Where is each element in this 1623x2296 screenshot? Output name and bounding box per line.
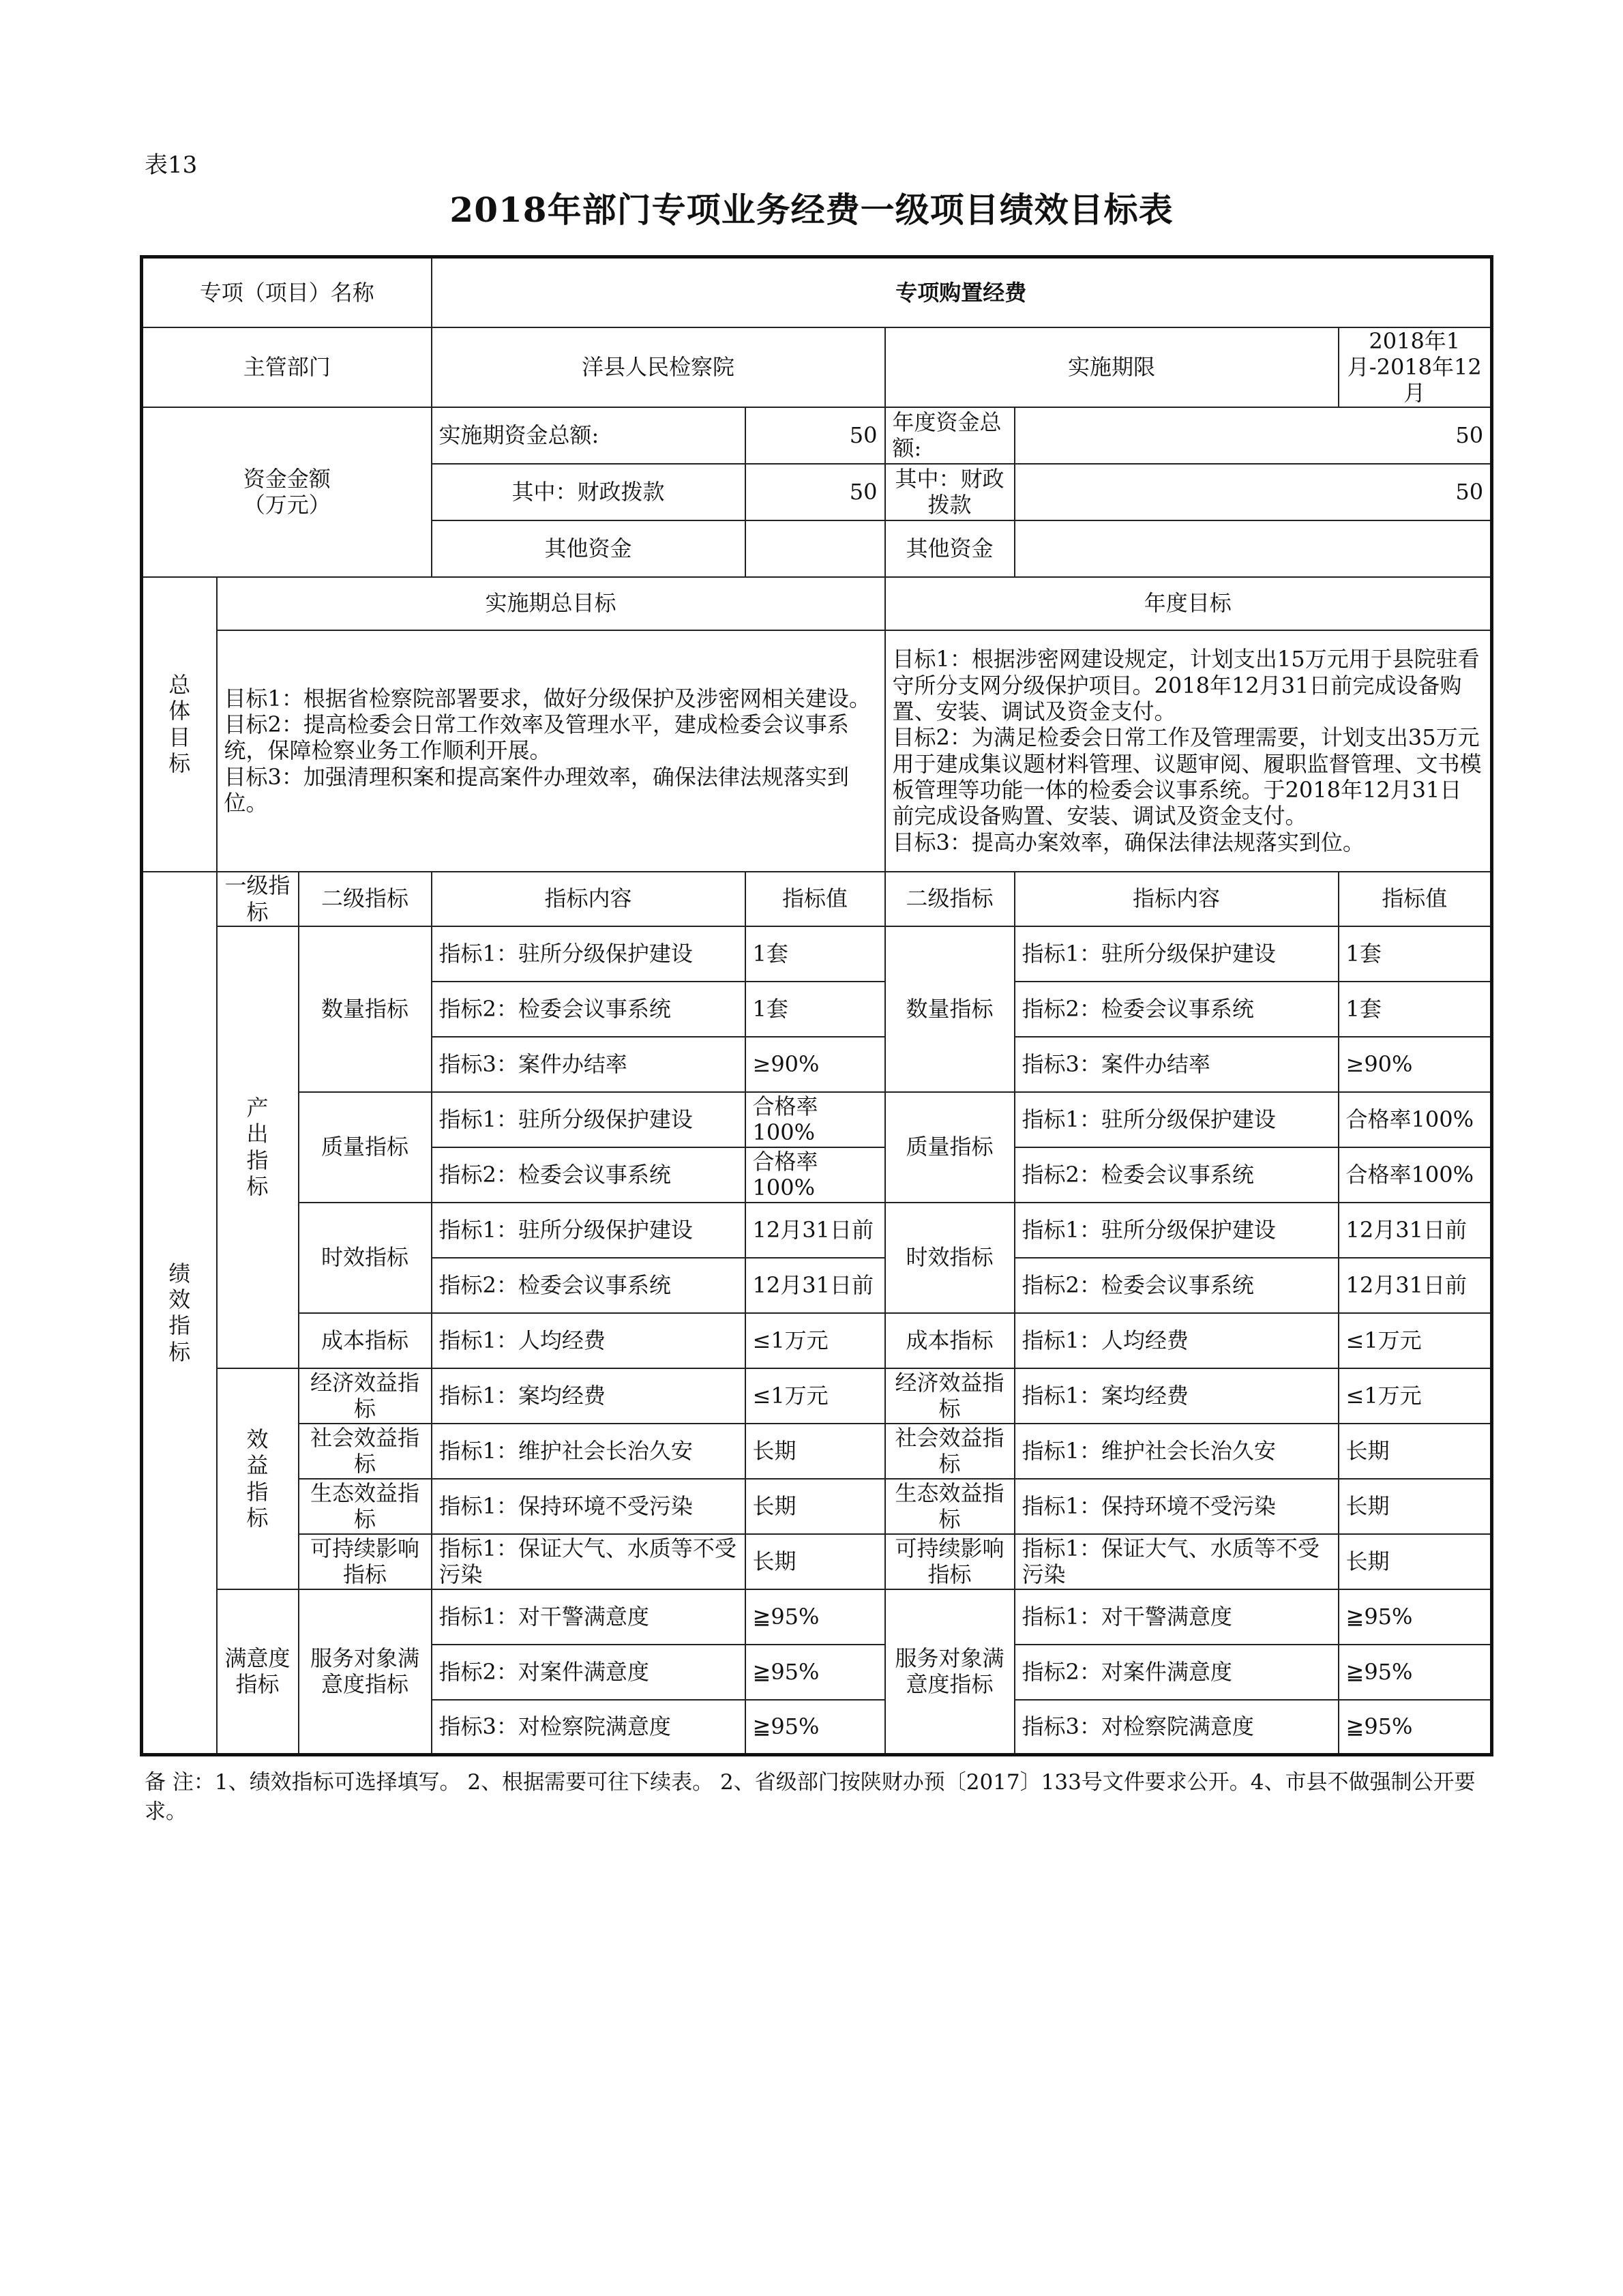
quantity-label-annual: 数量指标 [885,926,1015,1092]
timeliness-label-annual: 时效指标 [885,1203,1015,1313]
table-cell: 12月31日前 [745,1203,885,1258]
impl-goal-1: 目标1：根据省检察院部署要求，做好分级保护及涉密网相关建设。 [224,685,871,711]
col-content-header: 指标内容 [432,872,745,926]
table-cell: ≧95% [1339,1645,1492,1700]
table-cell: 1套 [745,982,885,1037]
table-cell: 指标1：对干警满意度 [1015,1589,1339,1645]
footnote: 备 注：1、绩效指标可选择填写。 2、根据需要可往下续表。 2、省级部门按陕财办预〔2017〕133号文件要求公开。4、市县不做强制公开要求。 [145,1770,1476,1825]
sustainable-label-annual: 可持续影响指标 [885,1534,1015,1589]
quality-label: 质量指标 [299,1092,432,1203]
table-cell: 合格率100% [745,1147,885,1203]
output-indicators-label: 产 出 指 标 [217,926,299,1368]
table-cell: 指标2：检委会议事系统 [1015,982,1339,1037]
table-cell: 指标2：检委会议事系统 [1015,1147,1339,1203]
impl-fiscal-value: 50 [745,464,885,520]
table-cell: 指标2：检委会议事系统 [432,982,745,1037]
service-satisfaction-label: 服务对象满意度指标 [299,1589,432,1755]
table-cell: ≤1万元 [745,1313,885,1368]
table-cell: 指标2：对案件满意度 [1015,1645,1339,1700]
table-cell: 长期 [1339,1479,1492,1534]
table-cell: 长期 [745,1479,885,1534]
impl-total-label: 实施期资金总额: [432,407,745,464]
table-cell: ≤1万元 [745,1368,885,1424]
table-cell: ≧95% [745,1589,885,1645]
table-cell: ≤1万元 [1339,1313,1492,1368]
period-value: 2018年1月-2018年12月 [1339,327,1492,407]
ecological-label: 生态效益指标 [299,1479,432,1534]
table-cell: ≥90% [1339,1037,1492,1092]
annual-total-label: 年度资金总额: [885,407,1015,464]
table-cell: 指标1：人均经费 [432,1313,745,1368]
table-cell: 指标1：人均经费 [1015,1313,1339,1368]
table-cell: 1套 [1339,982,1492,1037]
annual-fiscal-value: 50 [1015,464,1492,520]
table-cell: 指标2：对案件满意度 [432,1645,745,1700]
annual-goal-3: 目标3：提高办案效率，确保法律法规落实到位。 [892,829,1365,855]
overall-goals-label: 总 体 目 标 [142,577,217,872]
impl-other-value [745,520,885,577]
table-number: 表13 [145,151,198,179]
impl-fiscal-label: 其中：财政拨款 [432,464,745,520]
table-cell: 指标3：对检察院满意度 [432,1700,745,1755]
funds-label-line2: （万元） [243,492,331,518]
impl-goal-3: 目标3：加强清理积案和提高案件办理效率，确保法律法规落实到位。 [224,763,849,816]
table-cell: 指标1：驻所分级保护建设 [432,926,745,982]
table-cell: 指标1：保证大气、水质等不受污染 [432,1534,745,1589]
table-cell: 指标3：案件办结率 [1015,1037,1339,1092]
annual-fiscal-label: 其中：财政拨款 [885,464,1015,520]
service-satisfaction-label-annual: 服务对象满意度指标 [885,1589,1015,1755]
table-cell: 12月31日前 [1339,1203,1492,1258]
table-cell: 指标1：驻所分级保护建设 [1015,1092,1339,1147]
col-content-header-annual: 指标内容 [1015,872,1339,926]
quality-label-annual: 质量指标 [885,1092,1015,1203]
annual-other-label: 其他资金 [885,520,1015,577]
table-cell: 指标1：保证大气、水质等不受污染 [1015,1534,1339,1589]
funds-label [142,407,432,577]
social-label-annual: 社会效益指标 [885,1424,1015,1479]
table-cell: 合格率100% [1339,1092,1492,1147]
impl-goals-header: 实施期总目标 [217,577,885,630]
table-cell: 指标1：维护社会长治久安 [1015,1424,1339,1479]
col-level1-header: 一级指标 [217,872,299,926]
table-cell: 指标1：驻所分级保护建设 [1015,1203,1339,1258]
table-cell: 指标2：检委会议事系统 [1015,1258,1339,1313]
annual-goals-header: 年度目标 [885,577,1492,630]
table-cell: 1套 [745,926,885,982]
economic-label: 经济效益指标 [299,1368,432,1424]
col-level2-header: 二级指标 [299,872,432,926]
table-cell: 12月31日前 [745,1258,885,1313]
dept-value: 洋县人民检察院 [432,327,885,407]
funds-label-line1: 资金金额 [243,465,331,492]
period-label: 实施期限 [885,327,1339,407]
page-title: 2018年部门专项业务经费一级项目绩效目标表 [449,190,1174,230]
table-cell: 指标1：案均经费 [432,1368,745,1424]
table-cell: 指标3：对检察院满意度 [1015,1700,1339,1755]
table-cell: 长期 [745,1534,885,1589]
table-cell: 指标1：维护社会长治久安 [432,1424,745,1479]
annual-total-value: 50 [1015,407,1492,464]
table-cell: ≧95% [745,1700,885,1755]
table-cell: 1套 [1339,926,1492,982]
annual-goal-2: 目标2：为满足检委会日常工作及管理需要，计划支出35万元用于建成集议题材料管理、议题审阅、履职监督管理、文书模板管理等功能一体的检委会议事系统。于2018年12月31日前完成设备购置、安装、调试及资金支付。 [892,724,1482,829]
timeliness-label: 时效指标 [299,1203,432,1313]
table-cell: 指标2：检委会议事系统 [432,1147,745,1203]
table-cell: 12月31日前 [1339,1258,1492,1313]
sustainable-label: 可持续影响指标 [299,1534,432,1589]
impl-total-value: 50 [745,407,885,464]
table-cell: 长期 [745,1424,885,1479]
annual-goal-1: 目标1：根据涉密网建设规定，计划支出15万元用于县院驻看守所分支网分级保护项目。2018年12月31日前完成设备购置、安装、调试及资金支付。 [892,646,1480,724]
table-cell: 指标1：驻所分级保护建设 [1015,926,1339,982]
table-cell: 长期 [1339,1424,1492,1479]
satisfaction-label: 满意度指标 [217,1589,299,1755]
dept-label: 主管部门 [142,327,432,407]
impl-goals-text [217,630,885,872]
col-value-header: 指标值 [745,872,885,926]
table-cell: ≧95% [745,1645,885,1700]
social-label: 社会效益指标 [299,1424,432,1479]
ecological-label-annual: 生态效益指标 [885,1479,1015,1534]
table-cell: 指标2：检委会议事系统 [432,1258,745,1313]
cost-label: 成本指标 [299,1313,432,1368]
table-cell: ≧95% [1339,1589,1492,1645]
impl-goal-2: 目标2：提高检委会日常工作效率及管理水平，建成检委会议事系统，保障检察业务工作顺利开展。 [224,711,849,764]
col-value-header-annual: 指标值 [1339,872,1492,926]
project-name: 专项购置经费 [432,257,1492,327]
perf-indicators-label: 绩 效 指 标 [142,872,217,1755]
table-cell: 指标1：驻所分级保护建设 [432,1203,745,1258]
annual-goals-text [885,630,1492,872]
col-level2-header-annual: 二级指标 [885,872,1015,926]
table-cell: 指标1：保持环境不受污染 [1015,1479,1339,1534]
project-name-label: 专项（项目）名称 [142,257,432,327]
table-cell: 合格率100% [745,1092,885,1147]
table-cell: 指标1：案均经费 [1015,1368,1339,1424]
cost-label-annual: 成本指标 [885,1313,1015,1368]
economic-label-annual: 经济效益指标 [885,1368,1015,1424]
quantity-label: 数量指标 [299,926,432,1092]
table-cell: 指标3：案件办结率 [432,1037,745,1092]
table-cell: ≧95% [1339,1700,1492,1755]
table-cell: ≥90% [745,1037,885,1092]
impl-other-label: 其他资金 [432,520,745,577]
table-cell: 合格率100% [1339,1147,1492,1203]
table-cell: 指标1：保持环境不受污染 [432,1479,745,1534]
table-cell: 指标1：驻所分级保护建设 [432,1092,745,1147]
benefit-indicators-label: 效 益 指 标 [217,1368,299,1589]
table-cell: 长期 [1339,1534,1492,1589]
table-cell: 指标1：对干警满意度 [432,1589,745,1645]
performance-table [140,255,1493,1756]
table-cell: ≤1万元 [1339,1368,1492,1424]
annual-other-value [1015,520,1492,577]
